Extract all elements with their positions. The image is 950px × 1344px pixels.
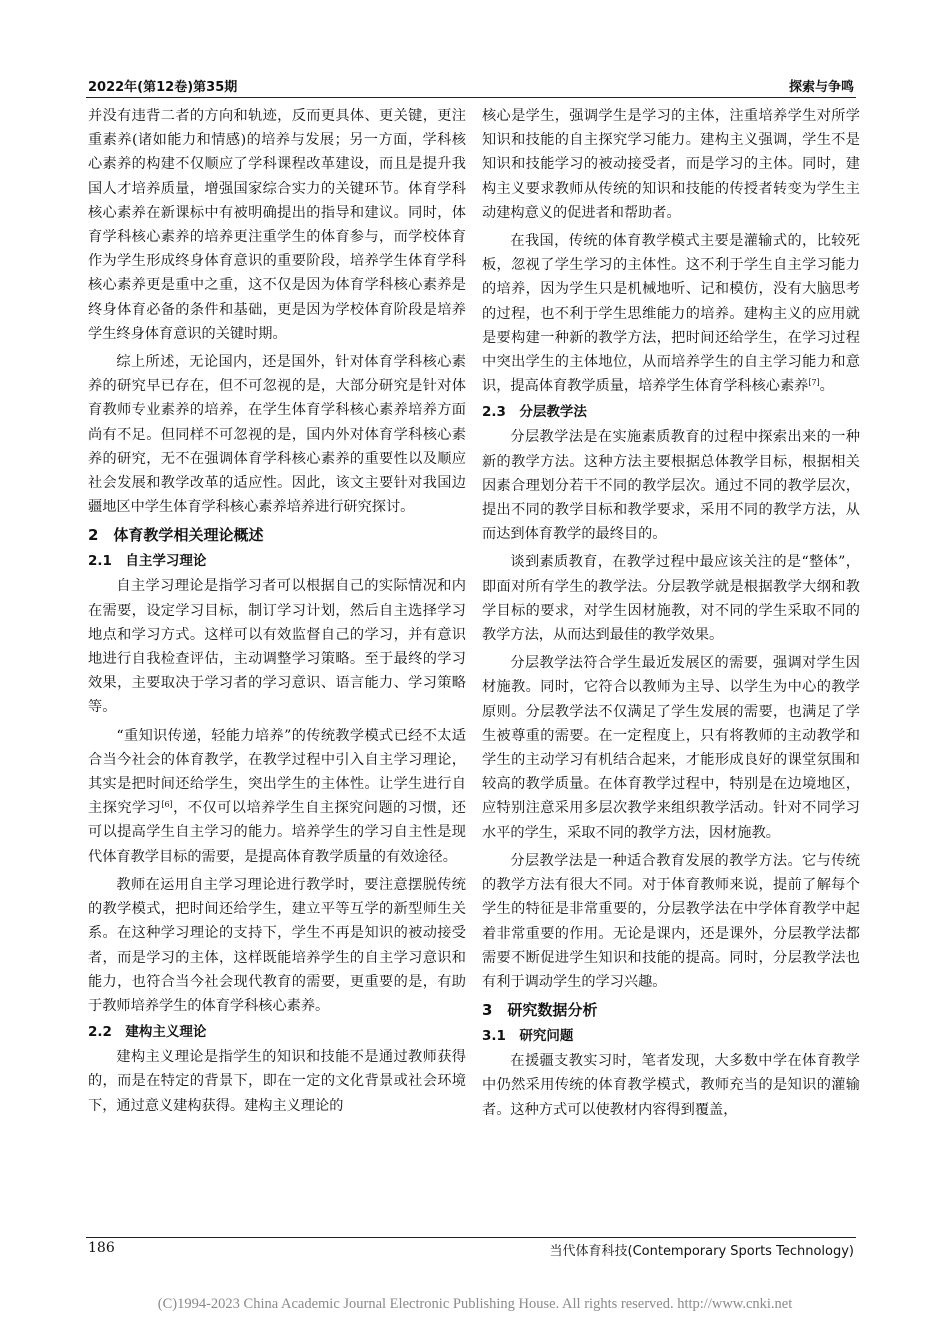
section-title: 探索与争鸣 [788, 80, 854, 95]
paragraph: 分层教学法是在实施素质教育的过程中探索出来的一种新的教学方法。这种方法主要根据总体教学目标，根据相关因素合理划分若干不同的教学层次。通过不同的教学层次，提出不同的教学目标和教学要求，采用不同的教学方法，从而达到体育教学的最终目的。 [482, 429, 860, 543]
subsection-heading: 2.1 自主学习理论 [88, 553, 207, 570]
paragraph-text: 在我国，传统的体育教学模式主要是灌输式的，比较死板，忽视了学生学习的主体性。这不利于学生自主学习能力的培养，因为学生只是机械地听、记和模仿，没有大脑思考的过程，也不利于学生思维能力的培养。建构主义的应用就是要构建一种新的教学方法，把时间还给学生，在学习过程中突出学生的主体地位，从而培养学生的自主学习能力和意识，提高体育教学质量，培养学生体育学科核心素养 [482, 233, 860, 395]
section-heading: 2 体育教学相关理论概述 [88, 526, 264, 545]
right-column [482, 104, 860, 1122]
page-number: 186 [88, 1240, 115, 1256]
journal-issue: 2022年(第12卷)第35期 [88, 80, 238, 95]
paragraph [482, 229, 860, 398]
header-rule [86, 97, 856, 98]
paragraph: 综上所述，无论国内，还是国外，针对体育学科核心素养的研究早已存在，但不可忽视的是，大部分研究是针对体育教师专业素养的培养，在学生体育学科核心素养培养方面尚有不足。但同样不可忽视的是，国内外对体育学科核心素养的研究，无不在强调体育学科核心素养的重要性以及顺应社会发展和教学改革的适应性。因此，该文主要针对我国边疆地区中学生体育学科核心素养培养进行研究探讨。 [88, 354, 466, 516]
paragraph: 并没有违背二者的方向和轨迹，反而更具体、更关键，更注重素养(诸如能力和情感)的培养与发展；另一方面，学科核心素养的构建不仅顺应了学科课程改革建设，而且是提升我国人才培养质量，增强国家综合实力的关键环节。体育学科核心素养在新课标中有被明确提出的指导和建议。同时，体育学科核心素养的培养更注重学生的体育参与，而学校体育作为学生形成终身体育意识的重要阶段，培养学生体育学科核心素养更是重中之重，这不仅是因为体育学科核心素养是终身体育必备的条件和基础，更是因为学校体育阶段是培养学生终身体育意识的关键时期。 [88, 108, 466, 342]
paragraph: 自主学习理论是指学习者可以根据自己的实际情况和内在需要，设定学习目标，制订学习计划，然后自主选择学习地点和学习方式。这样可以有效监督自己的学习，并有意识地进行自我检查评估，主动调整学习策略。至于最终的学习效果，主要取决于学习者的学习意识、语言能力、学习策略等。 [88, 578, 466, 716]
paragraph: 谈到素质教育，在教学过程中最应该关注的是“整体”，即面对所有学生的教学法。分层教学就是根据教学大纲和教学目标的要求，对学生因材施教，对不同的学生采取不同的教学方法，从而达到最佳的教学效果。 [482, 554, 860, 644]
paragraph: 核心是学生，强调学生是学习的主体，注重培养学生对所学知识和技能的自主探究学习能力。建构主义强调，学生不是知识和技能学习的被动接受者，而是学习的主体。同时，建构主义要求教师从传统的知识和技能的传授者转变为学生主动建构意义的促进者和帮助者。 [482, 108, 860, 221]
journal-name: 当代体育科技(Contemporary Sports Technology) [549, 1244, 854, 1259]
paragraph-text: “重知识传递，轻能力培养”的传统教学模式已经不太适合当今社会的体育教学，在教学过程中引入自主学习理论，其实是把时间还给学生，突出学生的主体性。让学生进行自主探究学习 [88, 727, 466, 817]
subsection-heading: 3.1 研究问题 [482, 1028, 574, 1045]
paragraph: 分层教学法是一种适合教育发展的教学方法。它与传统的教学方法有很大不同。对于体育教师来说，提前了解每个学生的特征是非常重要的，分层教学法在中学体育教学中起着非常重要的作用。无论是课内，还是课外，分层教学法都需要不断促进学生知识和技能的提高。同时，分层教学法也有利于调动学生的学习兴趣。 [482, 852, 860, 990]
paragraph: 教师在运用自主学习理论进行教学时，要注意摆脱传统的教学模式，把时间还给学生，建立平等互学的新型师生关系。在这种学习理论的支持下，学生不再是知识的被动接受者，而是学习的主体，这样既能培养学生的自主学习意识和能力，也符合当今社会现代教育的需要，更重要的是，有助于教师培养学生的体育学科核心素养。 [88, 876, 466, 1014]
paragraph: 分层教学法符合学生最近发展区的需要，强调对学生因材施教。同时，它符合以教师为主导、以学生为中心的教学原则。分层教学法不仅满足了学生发展的需要，也满足了学生被尊重的需要。在一定程度上，只有将教师的主动教学和学生的主动学习有机结合起来，才能形成良好的课堂氛围和较高的教学质量。在体育教学过程中，特别是在边境地区，应特别注意采用多层次教学来组织教学活动。针对不同学习水平的学生，采取不同的教学方法，因材施教。 [482, 655, 860, 841]
paragraph [88, 724, 466, 869]
paragraph: 在援疆支教实习时，笔者发现，大多数中学在体育教学中仍然采用传统的体育教学模式，教师充当的是知识的灌输者。这种方式可以使教材内容得到覆盖， [482, 1053, 860, 1118]
citation: [7] [808, 378, 820, 388]
copyright-watermark: (C)1994-2023 China Academic Journal Electronic Publishing House. All rights reserved. http://www.cnki.net [157, 1296, 793, 1312]
subsection-heading: 2.2 建构主义理论 [88, 1024, 207, 1041]
paragraph-text: ，不仅可以培养学生自主探究问题的习惯，还可以提高学生自主学习的能力。培养学生的学习自主性是现代体育教学目标的需要，是提高体育教学质量的有效途径。 [88, 800, 466, 865]
paragraph: 建构主义理论是指学生的知识和技能不是通过教师获得的，而是在特定的背景下，即在一定的文化背景或社会环境下，通过意义建构获得。建构主义理论的 [88, 1049, 466, 1114]
left-column [88, 104, 466, 1118]
subsection-heading: 2.3 分层教学法 [482, 404, 587, 421]
paragraph-text: 。 [819, 378, 834, 395]
section-heading: 3 研究数据分析 [482, 1001, 598, 1020]
footer-rule [86, 1237, 856, 1238]
citation: [6] [161, 800, 173, 810]
